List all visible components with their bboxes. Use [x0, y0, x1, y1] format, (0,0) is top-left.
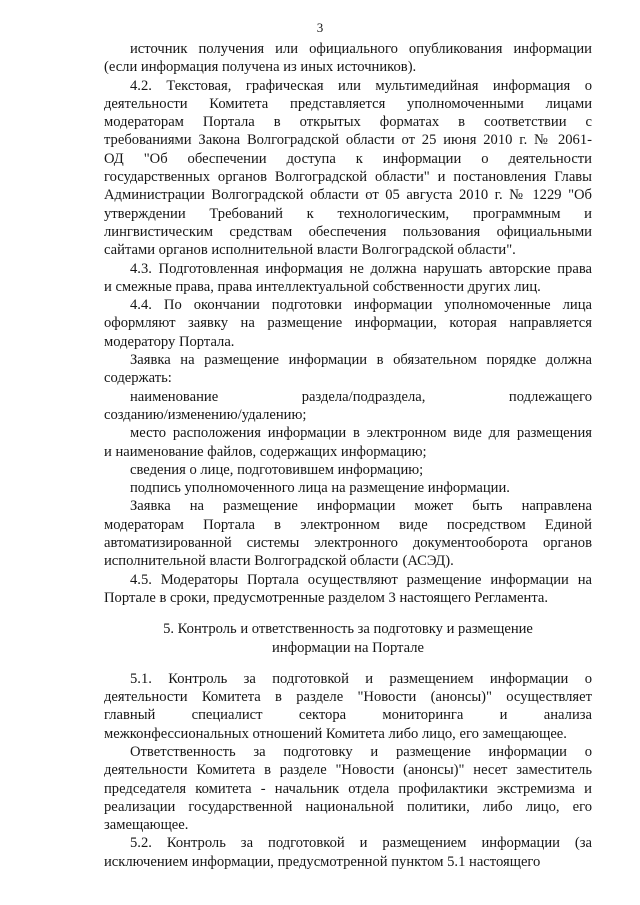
- text-line: созданию/изменению/удалению;: [104, 406, 307, 423]
- text-line: ОД "Об обеспечении доступа к информации о деятельности: [104, 150, 592, 167]
- text-line: и наименование файлов, содержащих информацию;: [104, 443, 427, 460]
- text-line: деятельности Комитета представляется уполномоченными лицами: [104, 95, 592, 112]
- text-line: источник получения или официального опубликования информации: [130, 41, 592, 57]
- text-line: 4.2. Текстовая, графическая или мультимедийная информация о: [130, 77, 592, 94]
- text-line: Администрации Волгоградской области от 05 августа 2010 г. № 1229 "Об: [104, 187, 592, 204]
- text-line: государственных органов Волгоградской области" и постановления Главы: [104, 169, 592, 186]
- text-line: 4.4. По окончании подготовки информации уполномоченные лица: [130, 297, 592, 314]
- paragraph: [104, 40, 592, 77]
- text-line: Ответственность за подготовку и размещение информации о: [130, 743, 592, 760]
- text-line: сайтами органов исполнительной власти Волгоградской области".: [104, 242, 516, 259]
- paragraph: [104, 424, 592, 461]
- page-number: 3: [316, 20, 324, 35]
- text-line: место расположения информации в электронном виде для размещения: [130, 425, 592, 442]
- text-line: 5.2. Контроль за подготовкой и размещением информации (за: [130, 835, 592, 852]
- text-line: требованиями Закона Волгоградской области от 25 июня 2010 г. № 2061-: [104, 132, 592, 149]
- document-body: [104, 40, 592, 871]
- paragraph: [104, 834, 592, 871]
- text-line: деятельности Комитета в разделе "Новости (анонсы)" несет заместитель: [104, 762, 592, 779]
- text-line: модераторам Портала в электронном виде посредством Единой: [104, 516, 592, 533]
- paragraph: [104, 388, 592, 425]
- text-line: 5.1. Контроль за подготовкой и размещением информации о: [130, 670, 592, 687]
- heading-line: 5. Контроль и ответственность за подготовку и размещение: [163, 621, 533, 638]
- text-line: модератору Портала.: [104, 333, 235, 350]
- text-line: содержать:: [104, 370, 172, 387]
- text-line: 4.3. Подготовленная информация не должна нарушать авторские права: [130, 260, 592, 277]
- text-line: подпись уполномоченного лица на размещение информации.: [130, 480, 510, 497]
- paragraph: [104, 743, 592, 834]
- paragraph: [104, 479, 592, 497]
- paragraph: [104, 296, 592, 351]
- text-line: председателя комитета - начальник отдела профилактики экстремизма и: [104, 780, 592, 797]
- text-line: лингвистическим средствам обеспечения пользования официальными: [104, 223, 592, 240]
- text-line: сведения о лице, подготовившем информацию;: [130, 461, 424, 478]
- text-line: оформляют заявку на размещение информации, которая направляется: [104, 315, 592, 332]
- paragraph: [104, 351, 592, 388]
- text-line: главный специалист сектора мониторинга и анализа: [104, 707, 592, 724]
- paragraph: [104, 77, 592, 260]
- paragraph: [104, 461, 592, 479]
- text-line: модераторам Портала в открытых форматах в соответствии с: [104, 114, 592, 131]
- text-line: наименование раздела/подраздела, подлежащего: [130, 388, 592, 405]
- paragraph: [104, 260, 592, 297]
- text-line: замещающее.: [104, 817, 189, 834]
- text-line: автоматизированной системы электронного документооборота органов: [104, 535, 592, 552]
- text-line: (если информация получена из иных источников).: [104, 59, 417, 76]
- text-line: деятельности Комитета в разделе "Новости (анонсы)" осуществляет: [104, 689, 592, 706]
- text-line: 4.5. Модераторы Портала осуществляют размещение информации на: [130, 571, 592, 588]
- paragraph: [104, 670, 592, 743]
- section-heading: [104, 620, 592, 657]
- text-line: межконфессиональных отношений Комитета либо лицо, его замещающее.: [104, 725, 567, 742]
- text-line: Заявка на размещение информации в обязательном порядке должна: [130, 352, 592, 369]
- paragraph: [104, 571, 592, 608]
- text-line: исключением информации, предусмотренной пунктом 5.1 настоящего: [104, 853, 541, 870]
- text-line: Портале в сроки, предусмотренные разделом 3 настоящего Регламента.: [104, 589, 549, 606]
- heading-line: информации на Портале: [272, 639, 424, 656]
- text-line: Заявка на размещение информации может быть направлена: [130, 498, 592, 515]
- text-line: реализации государственной национальной политики, либо лицо, его: [104, 798, 592, 815]
- text-line: исполнительной власти Волгоградской области (АСЭД).: [104, 553, 454, 570]
- text-line: и смежные права, права интеллектуальной собственности других лиц.: [104, 278, 541, 295]
- text-line: утверждении Требований к технологическим, программным и: [104, 205, 592, 222]
- paragraph: [104, 497, 592, 570]
